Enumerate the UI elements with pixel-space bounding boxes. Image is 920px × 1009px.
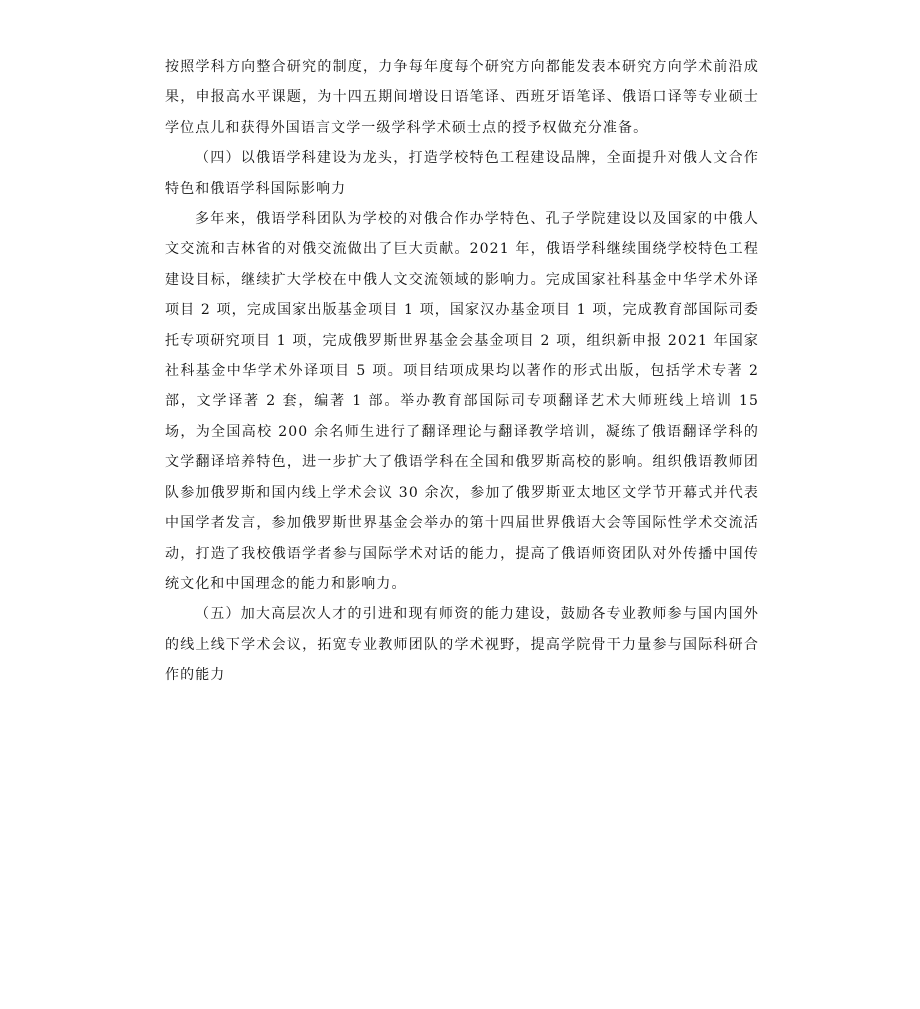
paragraph-continued: 按照学科方向整合研究的制度，力争每年度每个研究方向都能发表本研究方向学术前沿成果，申报高水平课题，为十四五期间增设日语笔译、西班牙语笔译、俄语口译等专业硕士学位点儿和获得外国语言文学一级学科学术硕士点的授予权做充分准备。 — [165, 59, 759, 136]
document-page — [165, 52, 759, 691]
paragraph-russian-discipline: 多年来，俄语学科团队为学校的对俄合作办学特色、孔子学院建设以及国家的中俄人文交流和吉林省的对俄交流做出了巨大贡献。2021 年，俄语学科继续围绕学校特色工程建设目标，继续扩大学校在中俄人文交流领域的影响力。完成国家社科基金中华学术外译项目 2 项，完成国家出版基金项目 1 项，国家汉办基金项目 1 项，完成教育部国际司委托专项研究项目 1 项，完成俄罗斯世界基金会基金项目 2 项，组织新申报 2021 年国家社科基金中华学术外译项目 5 项。项目结项成果均以著作的形式出版，包括学术专著 2 部，文学译著 2 套，编著 1 部。举办教育部国际司专项翻译艺术大师班线上培训 15 场，为全国高校 200 余名师生进行了翻译理论与翻译教学培训，凝练了俄语翻译学科的文学翻译培养特色，进一步扩大了俄语学科在全国和俄罗斯高校的影响。组织俄语教师团队参加俄罗斯和国内线上学术会议 30 余次，参加了俄罗斯亚太地区文学节开幕式并代表中国学者发言，参加俄罗斯世界基金会举办的第十四届世界俄语大会等国际性学术交流活动，打造了我校俄语学者参与国际学术对话的能力，提高了俄语师资团队对外传播中国传统文化和中国理念的能力和影响力。 — [165, 211, 759, 592]
section-heading-5: （五）加大高层次人才的引进和现有师资的能力建设，鼓励各专业教师参与国内国外的线上线下学术会议，拓宽专业教师团队的学术视野，提高学院骨干力量参与国际科研合作的能力 — [165, 606, 759, 684]
section-heading-4: （四）以俄语学科建设为龙头，打造学校特色工程建设品牌，全面提升对俄人文合作特色和俄语学科国际影响力 — [165, 150, 759, 197]
